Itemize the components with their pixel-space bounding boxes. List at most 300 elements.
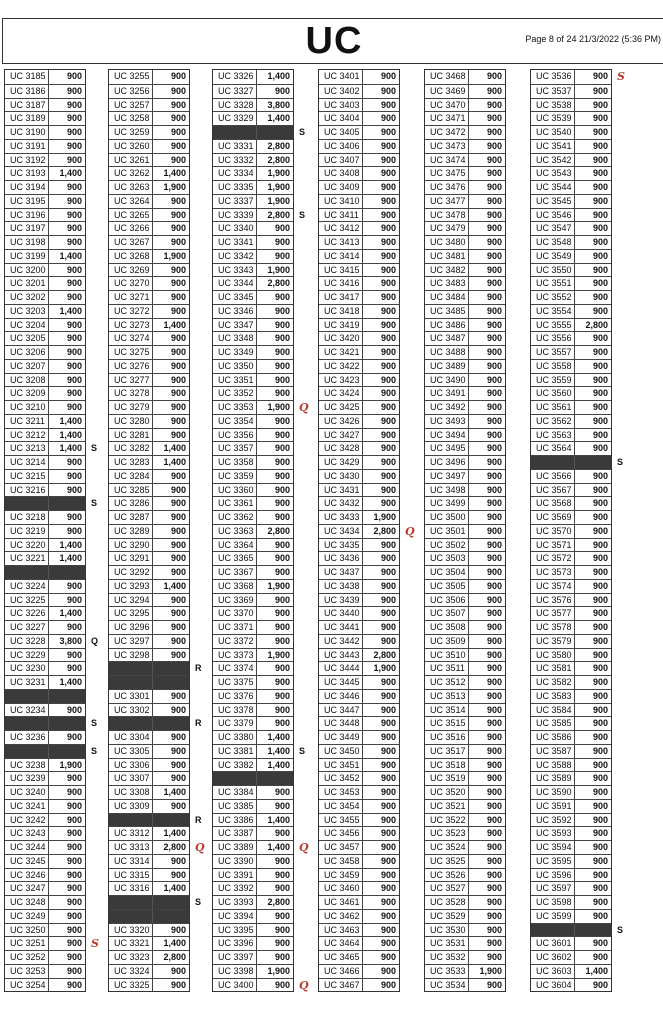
unit-code: UC 3202	[5, 291, 49, 304]
table-row	[213, 496, 293, 510]
table-row	[425, 661, 505, 675]
unit-code: UC 3578	[531, 621, 575, 634]
amount: 900	[170, 512, 186, 522]
table-row	[213, 634, 293, 648]
unit-code: UC 3487	[425, 332, 469, 345]
amount: 900	[170, 594, 186, 605]
unit-code: UC 3272	[109, 305, 153, 318]
unit-code: UC 3408	[319, 167, 363, 180]
amount: 900	[66, 292, 82, 302]
table-row	[213, 730, 293, 744]
table-row	[5, 936, 99, 951]
amount: 900	[66, 800, 82, 811]
table-row	[5, 304, 85, 318]
unit-code: UC 3498	[425, 484, 469, 497]
amount: 900	[592, 608, 608, 619]
unit-code: UC 3189	[5, 112, 49, 125]
table-row	[5, 153, 85, 167]
unit-code: UC 3468	[425, 70, 469, 84]
unit-code: UC 3581	[531, 662, 575, 675]
table-row	[5, 675, 85, 689]
table-row	[213, 153, 293, 167]
table-row	[531, 950, 611, 964]
amount: 900	[66, 704, 82, 715]
table-row	[425, 469, 505, 483]
unit-code: UC 3446	[319, 690, 363, 703]
unit-code: UC 3532	[425, 951, 469, 964]
handwritten-mark: Q	[405, 524, 415, 538]
table-row	[425, 125, 505, 139]
unit-code: UC 3402	[319, 85, 363, 98]
unit-code: UC 3466	[319, 965, 363, 978]
amount: 900	[66, 732, 82, 742]
unit-code: UC 3297	[109, 635, 153, 648]
unit-code: UC 3259	[109, 126, 153, 139]
amount: 900	[66, 649, 82, 660]
unit-code: UC 3234	[5, 704, 49, 717]
table-row	[319, 428, 399, 442]
table-row	[5, 978, 85, 992]
unit-code: UC 3407	[319, 154, 363, 167]
amount: 900	[170, 374, 186, 385]
table-row	[213, 263, 293, 277]
amount: 900	[170, 402, 186, 412]
unit-code: UC 3562	[531, 415, 575, 428]
table-row	[319, 359, 399, 373]
table-row	[425, 331, 505, 345]
table-row	[319, 593, 399, 607]
amount: 900	[274, 567, 290, 577]
unit-code: UC 3220	[5, 539, 49, 552]
handwritten-mark: S	[91, 937, 99, 951]
unit-code: UC 3499	[425, 497, 469, 510]
table-row	[109, 744, 189, 758]
table-row	[5, 785, 85, 799]
amount: 900	[486, 498, 502, 509]
table-row	[5, 428, 85, 442]
table-row	[109, 180, 189, 194]
table-row	[5, 70, 85, 84]
table-row	[109, 235, 189, 249]
unit-code: UC 3512	[425, 676, 469, 689]
table-row	[5, 661, 85, 675]
unit-code: UC 3598	[531, 896, 575, 909]
amount: 900	[66, 828, 82, 839]
amount: 900	[486, 305, 502, 316]
unit-code: UC 3537	[531, 85, 575, 98]
table-row	[5, 441, 98, 455]
unit-code: UC 3391	[213, 869, 257, 882]
amount: 900	[274, 855, 290, 866]
amount: 900	[380, 690, 396, 701]
amount: 900	[380, 800, 396, 811]
table-column-6	[530, 69, 625, 992]
table-row	[319, 964, 399, 978]
table-row	[109, 826, 189, 840]
amount: 2,800	[373, 649, 396, 660]
table-row	[109, 606, 189, 620]
unit-code: UC 3596	[531, 869, 575, 882]
amount: 900	[592, 883, 608, 894]
table-row	[213, 455, 293, 469]
amount: 900	[592, 374, 608, 385]
amount: 900	[274, 470, 290, 481]
amount: 900	[486, 910, 502, 921]
table-row	[425, 221, 505, 235]
table-row	[109, 166, 189, 180]
table-row	[425, 70, 505, 84]
table-row	[213, 689, 293, 703]
blocked-row	[531, 455, 624, 469]
table-row	[109, 593, 189, 607]
table-row	[213, 868, 293, 882]
table-row	[5, 826, 85, 840]
unit-code: UC 3542	[531, 154, 575, 167]
table-row	[213, 923, 293, 937]
amount: 900	[592, 649, 608, 660]
unit-code: UC 3416	[319, 277, 363, 290]
unit-code: UC 3284	[109, 470, 153, 483]
amount: 900	[170, 855, 186, 866]
table-row	[5, 400, 85, 414]
table-row	[213, 744, 306, 758]
unit-code: UC 3435	[319, 539, 363, 552]
unit-code: UC 3482	[425, 264, 469, 277]
unit-code: UC 3216	[5, 484, 49, 497]
table-row	[213, 978, 309, 992]
unit-code: UC 3373	[213, 649, 257, 662]
amount: 900	[274, 787, 290, 797]
table-row	[531, 840, 611, 854]
unit-code: UC 3511	[425, 662, 469, 675]
unit-code: UC 3572	[531, 552, 575, 565]
amount: 900	[486, 869, 502, 880]
amount: 900	[66, 580, 82, 591]
unit-code: UC 3262	[109, 167, 153, 180]
table-row	[213, 813, 293, 827]
unit-code: UC 3450	[319, 745, 363, 758]
table-row	[5, 579, 85, 593]
unit-code: UC 3534	[425, 979, 469, 992]
amount: 1,400	[267, 759, 290, 770]
amount: 900	[380, 580, 396, 591]
amount: 900	[592, 814, 608, 825]
amount: 900	[380, 484, 396, 495]
unit-code: UC 3307	[109, 772, 153, 785]
amount: 900	[380, 745, 396, 756]
unit-code	[109, 662, 153, 675]
amount: 900	[486, 195, 502, 206]
table-row	[425, 565, 505, 579]
unit-code: UC 3604	[531, 979, 575, 992]
table-row	[319, 125, 399, 139]
table-row	[213, 469, 293, 483]
table-row	[425, 826, 505, 840]
unit-code: UC 3421	[319, 346, 363, 359]
unit-code: UC 3571	[531, 539, 575, 552]
amount: 900	[592, 127, 608, 137]
table-row	[5, 551, 85, 565]
table-row	[425, 111, 505, 125]
unit-code: UC 3515	[425, 717, 469, 730]
table-row	[319, 881, 399, 895]
unit-code: UC 3415	[319, 264, 363, 277]
table-row	[531, 483, 611, 497]
unit-code: UC 3332	[213, 154, 257, 167]
table-row	[425, 483, 505, 497]
unit-code: UC 3495	[425, 442, 469, 455]
amount: 1,900	[373, 512, 396, 522]
blocked-row	[109, 909, 189, 923]
unit-code: UC 3599	[531, 910, 575, 923]
table-row	[319, 290, 399, 304]
amount: 1,900	[267, 168, 290, 179]
unit-code: UC 3195	[5, 195, 49, 208]
unit-code: UC 3294	[109, 594, 153, 607]
amount: 900	[592, 690, 608, 701]
table-row	[5, 950, 85, 964]
amount: 900	[66, 319, 82, 330]
unit-code: UC 3456	[319, 827, 363, 840]
unit-code: UC 3520	[425, 786, 469, 799]
table-row	[213, 799, 293, 813]
table-row	[109, 758, 189, 772]
amount: 900	[486, 649, 502, 660]
table-row	[213, 139, 293, 153]
table-row	[319, 565, 399, 579]
table-row	[319, 620, 399, 634]
amount: 900	[380, 195, 396, 206]
table-row	[319, 909, 399, 923]
unit-code: UC 3564	[531, 442, 575, 455]
amount: 900	[274, 237, 290, 247]
amount: 900	[170, 154, 186, 165]
amount: 900	[380, 333, 396, 344]
amount: 900	[486, 594, 502, 605]
unit-code: UC 3451	[319, 759, 363, 772]
amount: 900	[486, 732, 502, 742]
table-row	[531, 290, 611, 304]
unit-code: UC 3516	[425, 731, 469, 744]
unit-code: UC 3308	[109, 786, 153, 799]
unit-code: UC 3530	[425, 924, 469, 937]
unit-code: UC 3546	[531, 209, 575, 222]
unit-code: UC 3554	[531, 305, 575, 318]
table-row	[319, 139, 399, 153]
amount: 900	[380, 622, 396, 632]
unit-code: UC 3414	[319, 250, 363, 263]
table-row	[425, 318, 505, 332]
amount: 900	[170, 140, 186, 151]
amount: 900	[486, 580, 502, 591]
unit-code: UC 3527	[425, 882, 469, 895]
table-row	[213, 400, 309, 414]
amount: 900	[274, 443, 290, 454]
amount: 900	[274, 374, 290, 385]
amount: 900	[170, 622, 186, 632]
amount: 1,900	[267, 195, 290, 206]
handwritten-mark: Q	[195, 841, 205, 854]
unit-code: UC 3448	[319, 717, 363, 730]
table-row	[5, 318, 85, 332]
table-row	[425, 345, 505, 359]
unit-code: UC 3425	[319, 401, 363, 414]
amount: 900	[274, 635, 290, 646]
table-row	[531, 496, 611, 510]
unit-code: UC 3521	[425, 800, 469, 813]
amount: 900	[486, 814, 502, 825]
amount: 900	[380, 374, 396, 385]
table-row	[5, 868, 85, 882]
amount: 900	[66, 512, 82, 522]
table-row	[213, 194, 293, 208]
unit-code: UC 3418	[319, 305, 363, 318]
amount: 900	[592, 663, 608, 674]
amount: 900	[170, 979, 186, 990]
unit-code: UC 3321	[109, 937, 153, 950]
unit-code: UC 3563	[531, 429, 575, 442]
amount: 1,400	[267, 71, 290, 81]
table-row	[319, 813, 399, 827]
table-row	[319, 675, 399, 689]
amount: 1,400	[59, 250, 82, 261]
amount: 900	[170, 237, 186, 247]
amount: 900	[380, 924, 396, 935]
amount: 900	[592, 622, 608, 632]
table-row	[5, 620, 85, 634]
amount: 900	[66, 814, 82, 825]
amount: 900	[486, 264, 502, 275]
amount: 900	[486, 897, 502, 907]
unit-code: UC 3496	[425, 456, 469, 469]
amount: 900	[592, 828, 608, 839]
unit-code: UC 3531	[425, 937, 469, 950]
amount: 1,400	[267, 113, 290, 124]
unit-code: UC 3263	[109, 181, 153, 194]
amount: 900	[66, 773, 82, 784]
amount: 900	[170, 429, 186, 440]
amount: 900	[170, 195, 186, 206]
unit-code: UC 3312	[109, 827, 153, 840]
unit-code: UC 3186	[5, 85, 49, 98]
table-row	[109, 276, 189, 290]
unit-code: UC 3500	[425, 511, 469, 524]
table-row	[109, 98, 189, 112]
amount: 900	[486, 182, 502, 192]
table-row	[425, 593, 505, 607]
unit-code: UC 3464	[319, 937, 363, 950]
amount: 1,400	[163, 319, 186, 330]
table-row	[425, 208, 505, 222]
unit-code: UC 3199	[5, 250, 49, 263]
table-row	[425, 276, 505, 290]
table-row	[109, 950, 189, 964]
unit-code: UC 3497	[425, 470, 469, 483]
table-row	[109, 868, 189, 882]
amount: 1,400	[267, 745, 290, 756]
table-row	[213, 386, 293, 400]
amount: 900	[274, 512, 290, 522]
unit-code: UC 3595	[531, 855, 575, 868]
amount: 900	[66, 869, 82, 880]
unit-code: UC 3528	[425, 896, 469, 909]
unit-code: UC 3278	[109, 387, 153, 400]
table-row	[5, 923, 85, 937]
unit-code: UC 3508	[425, 621, 469, 634]
table-row	[425, 180, 505, 194]
unit-code: UC 3552	[531, 291, 575, 304]
page-header	[2, 18, 663, 64]
unit-code: UC 3586	[531, 731, 575, 744]
table-row	[531, 593, 611, 607]
amount: 900	[274, 223, 290, 234]
unit-code	[5, 745, 49, 758]
amount: 900	[380, 127, 396, 137]
unit-code: UC 3192	[5, 154, 49, 167]
table-row	[109, 785, 189, 799]
unit-code: UC 3316	[109, 882, 153, 895]
amount: 900	[592, 979, 608, 990]
table-row	[531, 469, 611, 483]
unit-code: UC 3236	[5, 731, 49, 744]
unit-code: UC 3287	[109, 511, 153, 524]
unit-code: UC 3488	[425, 346, 469, 359]
table-row	[319, 455, 399, 469]
amount: 900	[274, 677, 290, 687]
table-row	[319, 854, 399, 868]
table-row	[531, 400, 611, 414]
handwritten-mark: S	[617, 70, 625, 83]
table-row	[319, 868, 399, 882]
table-row	[319, 331, 399, 345]
table-row	[531, 868, 611, 882]
table-row	[531, 551, 611, 565]
table-row	[531, 153, 611, 167]
table-row	[319, 936, 399, 950]
unit-code: UC 3385	[213, 800, 257, 813]
unit-code: UC 3601	[531, 937, 575, 950]
table-row	[319, 84, 399, 98]
unit-code: UC 3207	[5, 360, 49, 373]
amount: 900	[592, 237, 608, 247]
table-row	[425, 771, 505, 785]
amount: 900	[592, 402, 608, 412]
unit-code: UC 3529	[425, 910, 469, 923]
table-row	[109, 964, 189, 978]
unit-code: UC 3257	[109, 99, 153, 112]
unit-code: UC 3441	[319, 621, 363, 634]
document-title: UC	[305, 20, 363, 62]
amount: 900	[486, 209, 502, 220]
table-row	[109, 524, 189, 538]
unit-code: UC 3429	[319, 456, 363, 469]
unit-code: UC 3444	[319, 662, 363, 675]
unit-code	[531, 456, 575, 469]
amount: 900	[66, 127, 82, 137]
table-row	[531, 881, 611, 895]
amount: 900	[380, 237, 396, 247]
amount: 900	[592, 718, 608, 729]
blocked-row	[5, 689, 85, 703]
amount: 900	[486, 402, 502, 412]
amount: 900	[380, 278, 396, 289]
table-row	[425, 166, 505, 180]
table-row	[109, 565, 189, 579]
amount: 900	[66, 787, 82, 797]
unit-code	[5, 497, 49, 510]
amount: 900	[592, 292, 608, 302]
amount: 900	[592, 594, 608, 605]
